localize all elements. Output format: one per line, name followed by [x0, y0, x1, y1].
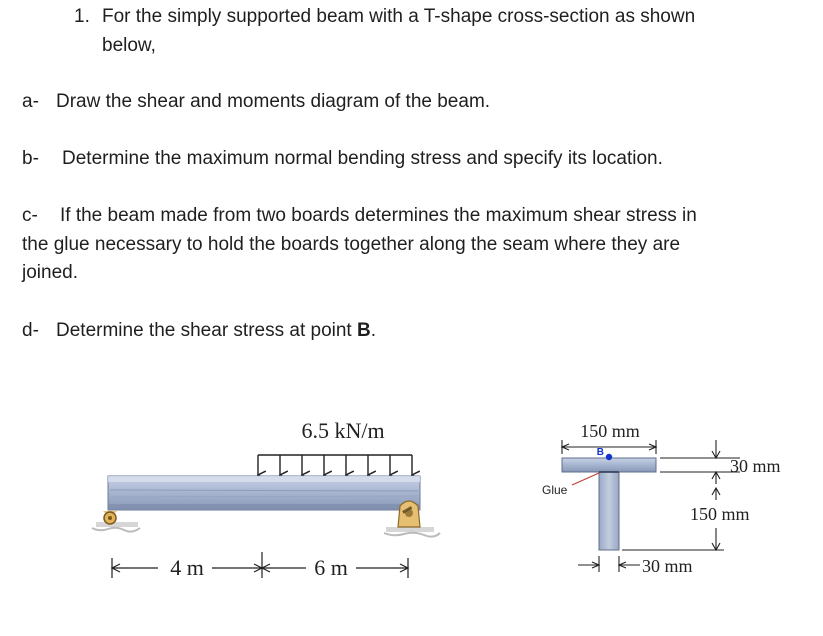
part-c-line-2: the glue necessary to hold the boards together along the seam where they are	[22, 234, 681, 255]
flange-thickness-dimension	[660, 440, 740, 484]
web	[599, 472, 619, 550]
part-d-text: Determine the shear stress at point	[56, 320, 357, 341]
glue-label: Glue	[542, 483, 568, 497]
web-thickness-label: 30 mm	[642, 556, 693, 576]
load-label: 6.5 kN/m	[301, 418, 385, 443]
question-line-2: below,	[102, 35, 156, 56]
web-thickness-dimension	[578, 556, 640, 572]
part-c-line-3: joined.	[22, 262, 78, 283]
flange-width-dimension	[562, 440, 656, 454]
part-d-point: B	[356, 320, 371, 341]
flange-thickness-label: 30 mm	[730, 456, 781, 476]
point-b-marker	[606, 454, 612, 460]
part-b-label: b-	[22, 148, 39, 169]
span-left-label: 4 m	[170, 555, 204, 580]
span-dimensions	[112, 552, 408, 578]
span-right-label: 6 m	[314, 555, 348, 580]
part-c-label: c-	[22, 205, 38, 226]
beam-body	[108, 476, 420, 510]
part-b-text: Determine the maximum normal bending stress and specify its location.	[62, 148, 663, 169]
flange-width-label: 150 mm	[580, 421, 640, 441]
part-d-period: .	[370, 320, 376, 341]
part-c-line-1: If the beam made from two boards determines the maximum shear stress in	[60, 205, 697, 226]
distributed-load-arrows	[258, 455, 412, 475]
part-a-text: Draw the shear and moments diagram of the beam.	[56, 91, 491, 112]
part-a-label: a-	[22, 91, 39, 112]
point-b-label: B	[596, 447, 604, 458]
beam-figure	[92, 418, 440, 580]
section-figure	[542, 421, 781, 576]
glue-leader	[572, 473, 599, 485]
question-number: 1.	[74, 6, 90, 27]
pin-support-left	[92, 511, 140, 532]
question-line-1: For the simply supported beam with a T-shape cross-section as shown	[102, 6, 696, 27]
t-section-shape	[562, 458, 656, 550]
part-d-label: d-	[22, 320, 39, 341]
web-height-label: 150 mm	[690, 504, 750, 524]
